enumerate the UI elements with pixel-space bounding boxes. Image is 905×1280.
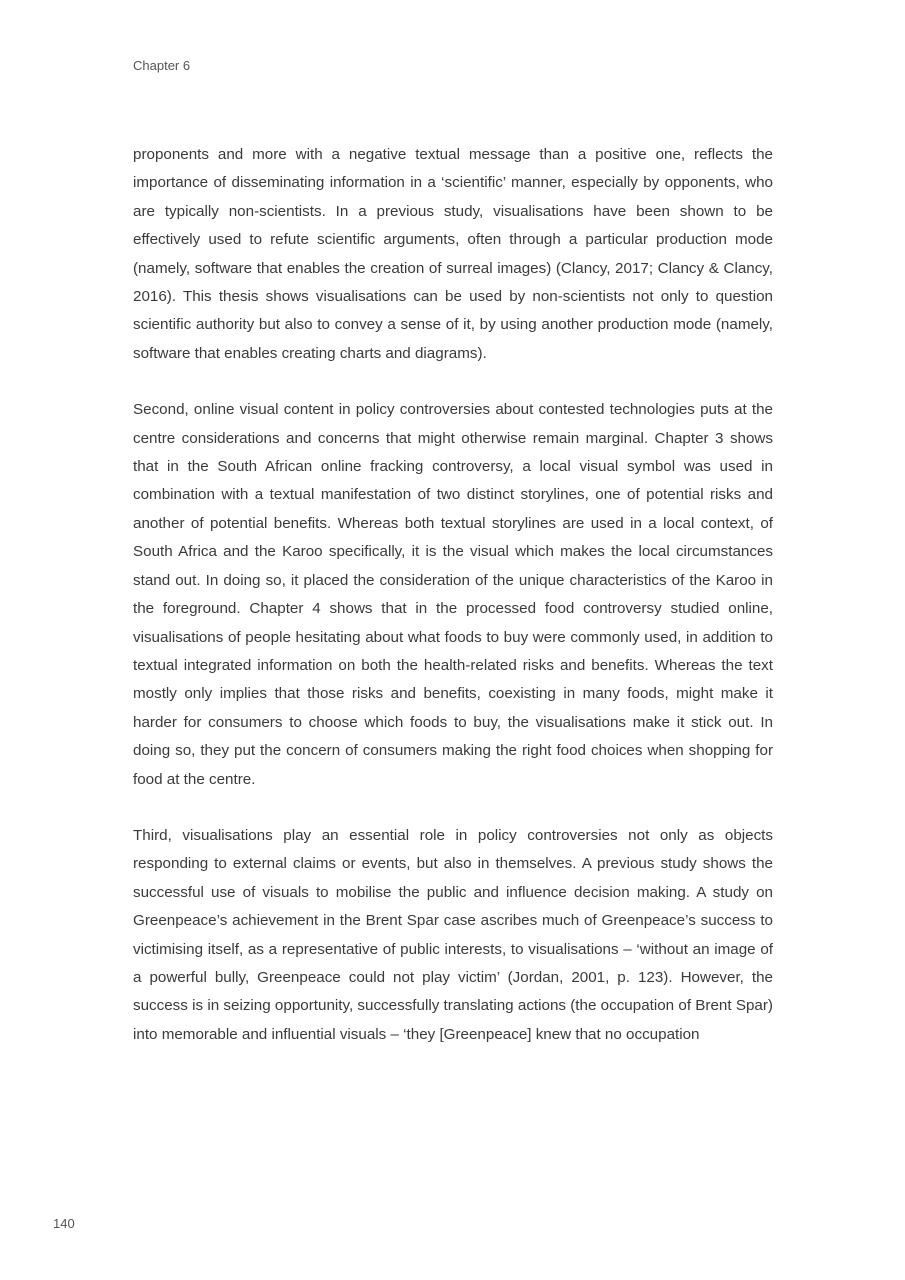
paragraph-2: Second, online visual content in policy controversies about contested technologies puts at the centre considerations and concerns that might otherwise remain marginal. Chapter 3 shows that in the South African online fracking controversy, a local visual symbol was used in combination with a textual manifestation of two distinct storylines, one of potential risks and another of potential benefits. Whereas both textual storylines are used in a local context, of South Africa and the Karoo specifically, it is the visual which makes the local circumstances stand out. In doing so, it placed the consideration of the unique characteristics of the Karoo in the foreground. Chapter 4 shows that in the processed food controversy studied online, visualisations of people hesitating about what foods to buy were commonly used, in addition to textual integrated information on both the health-related risks and benefits. Whereas the text mostly only implies that those risks and benefits, coexisting in many foods, might make it harder for consumers to choose which foods to buy, the visualisations make it stick out. In doing so, they put the concern of consumers making the right food choices when shopping for food at the centre. [133,401,773,788]
running-head: Chapter 6 [133,58,191,73]
paragraph-3: Third, visualisations play an essential role in policy controversies not only as objects responding to external claims or events, but also in themselves. A previous study shows the successful use of visuals to mobilise the public and influence decision making. A study on Greenpeace’s achievement in the Brent Spar case ascribes much of Greenpeace’s success to victimising itself, as a representative of public interests, to visualisations – ‘without an image of a powerful bully, Greenpeace could not play victim’ (Jordan, 2001, p. 123). However, the success is in seizing opportunity, successfully translating actions (the occupation of Brent Spar) into memorable and influential visuals – ‘they [Greenpeace] knew that no occupation [133,826,773,1043]
body-text [133,141,773,1049]
page-number: 140 [53,1216,75,1231]
paragraph-1: proponents and more with a negative textual message than a positive one, reflects the importance of disseminating information in a ‘scientific’ manner, especially by opponents, who are typically non-scientists. In a previous study, visualisations have been shown to be effectively used to refute scientific arguments, often through a particular production mode (namely, software that enables the creation of surreal images) (Clancy, 2017; Clancy & Clancy, 2016). This thesis shows visualisations can be used by non-scientists not only to question scientific authority but also to convey a sense of it, by using another production mode (namely, software that enables creating charts and diagrams). [133,146,773,362]
